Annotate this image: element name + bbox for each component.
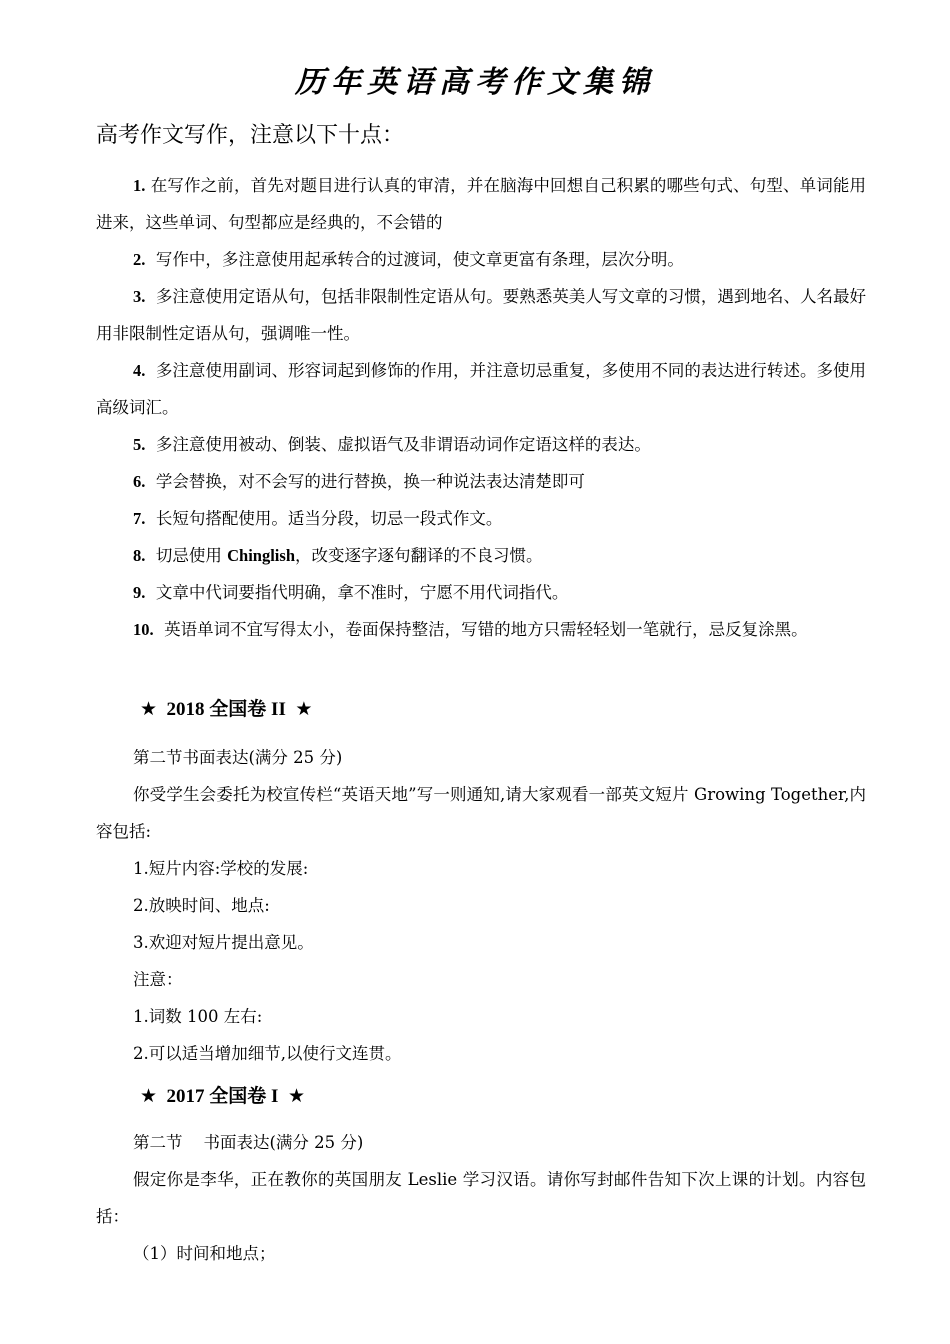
star-icon: ★ (140, 1085, 158, 1107)
page-title: 历年英语高考作文集锦 (295, 65, 655, 100)
body-line: 假定你是李华，正在教你的英国朋友 Leslie 学习汉语。请你写封邮件告知下次上课的计划。内容包括： (96, 1170, 866, 1226)
body-line: 1.词数 100 左右: (133, 1007, 263, 1026)
tips-list (96, 167, 866, 648)
body-line: （1）时间和地点； (133, 1244, 276, 1263)
body-line: 第二节书面表达(满分 25 分) (133, 748, 343, 767)
tip-item: 8. 切忌使用 Chinglish，改变逐字逐句翻译的不良习惯。 (133, 546, 543, 565)
body-line: 注意： (133, 970, 183, 989)
star-icon: ★ (140, 698, 158, 720)
tip-item: 10. 英语单词不宜写得太小，卷面保持整洁，写错的地方只需轻轻划一笔就行，忌反复涂黑。 (133, 620, 808, 639)
body-line: 3.欢迎对短片提出意见。 (133, 933, 314, 952)
section-body-2018 (96, 739, 866, 1072)
section-body-2017 (96, 1124, 866, 1272)
body-line: 第二节 书面表达(满分 25 分) (133, 1133, 364, 1152)
tips-heading: 高考作文写作，注意以下十点： (96, 123, 405, 148)
body-line: 1.短片内容:学校的发展: (133, 859, 309, 878)
tip-item: 2. 写作中，多注意使用起承转合的过渡词，使文章更富有条理，层次分明。 (133, 250, 684, 269)
tip-item: 9. 文章中代词要指代明确，拿不准时，宁愿不用代词指代。 (133, 583, 569, 602)
tip-item: 5. 多注意使用被动、倒装、虚拟语气及非谓语动词作定语这样的表达。 (133, 435, 651, 454)
tip-item: 6. 学会替换，对不会写的进行替换，换一种说法表达清楚即可 (133, 472, 585, 491)
tip-item: 1. 在写作之前，首先对题目进行认真的审清，并在脑海中回想自己积累的哪些句式、句型、单词能用进来，这些单词、句型都应是经典的，不会错的 (96, 176, 867, 232)
body-line: 2.放映时间、地点: (133, 896, 270, 915)
body-line: 2.可以适当增加细节,以使行文连贯。 (133, 1044, 402, 1063)
tip-item: 7. 长短句搭配使用。适当分段，切忌一段式作文。 (133, 509, 503, 528)
star-icon: ★ (295, 698, 313, 720)
star-icon: ★ (287, 1085, 305, 1107)
tip-item: 4. 多注意使用副词、形容词起到修饰的作用，并注意切忌重复，多使用不同的表达进行转述。多使用高级词汇。 (96, 361, 867, 417)
body-line: 你受学生会委托为校宣传栏“英语天地”写一则通知,请大家观看一部英文短片 Growing Together,内容包括: (96, 785, 866, 841)
section-heading-2018: ★ 2018 全国卷 II ★ (140, 698, 313, 720)
tip-item: 3. 多注意使用定语从句，包括非限制性定语从句。要熟悉英美人写文章的习惯，遇到地名、人名最好用非限制性定语从句，强调唯一性。 (96, 287, 867, 343)
section-heading-2017: ★ 2017 全国卷 I ★ (140, 1085, 305, 1107)
